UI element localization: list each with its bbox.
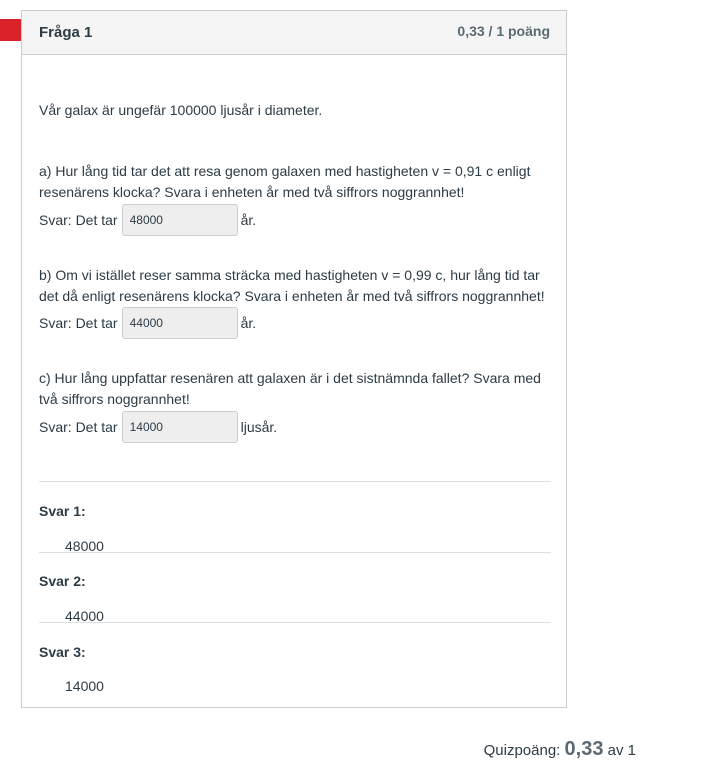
svar-1-label: Svar 1:	[39, 503, 86, 519]
svar-3-value: 14000	[65, 678, 104, 694]
answer-input-b[interactable]	[122, 307, 238, 339]
question-title: Fråga 1	[39, 24, 93, 41]
answer-prefix: Svar: Det tar	[39, 211, 118, 228]
question-card	[21, 10, 567, 708]
answer-prefix: Svar: Det tar	[39, 418, 118, 435]
answer-line-c	[39, 411, 277, 443]
answer-suffix: år.	[240, 211, 257, 228]
quiz-score-value: 0,33	[564, 738, 604, 760]
svar-3-label: Svar 3:	[39, 644, 86, 660]
answer-input-a[interactable]	[122, 204, 238, 236]
answer-line-a	[39, 204, 256, 236]
question-intro: Vår galax är ungefär 100000 ljusår i diameter.	[39, 102, 323, 118]
question-part-a-text: a) Hur lång tid tar det att resa genom galaxen med hastigheten v = 0,91 c enligt resenärens klocka? Svara i enheten år med två siffrors noggrannhet!	[39, 163, 531, 200]
answer-suffix: ljusår.	[240, 418, 278, 435]
quiz-score	[484, 738, 636, 761]
question-part-b-text: b) Om vi istället reser samma sträcka med hastigheten v = 0,99 c, hur lång tid tar det då enligt resenärens klocka? Svara i enheten år med två siffrors noggrannhet!	[39, 267, 545, 304]
question-points: 0,33 / 1 poäng	[457, 23, 550, 39]
answer-input-c[interactable]	[122, 411, 238, 443]
answer-suffix: år.	[240, 314, 257, 331]
divider	[39, 481, 551, 482]
divider	[39, 622, 551, 623]
question-part-c-text: c) Hur lång uppfattar resenären att galaxen är i det sistnämnda fallet? Svara med två siffrors noggrannhet!	[39, 370, 541, 407]
question-header	[22, 11, 566, 55]
svar-2-label: Svar 2:	[39, 573, 86, 589]
svar-2-value: 44000	[65, 608, 104, 624]
answer-prefix: Svar: Det tar	[39, 314, 118, 331]
quiz-score-label: Quizpoäng:	[483, 742, 561, 759]
answer-line-b	[39, 307, 256, 339]
divider	[39, 552, 551, 553]
quiz-score-suffix: av 1	[607, 742, 636, 759]
svar-1-value: 48000	[65, 538, 104, 554]
